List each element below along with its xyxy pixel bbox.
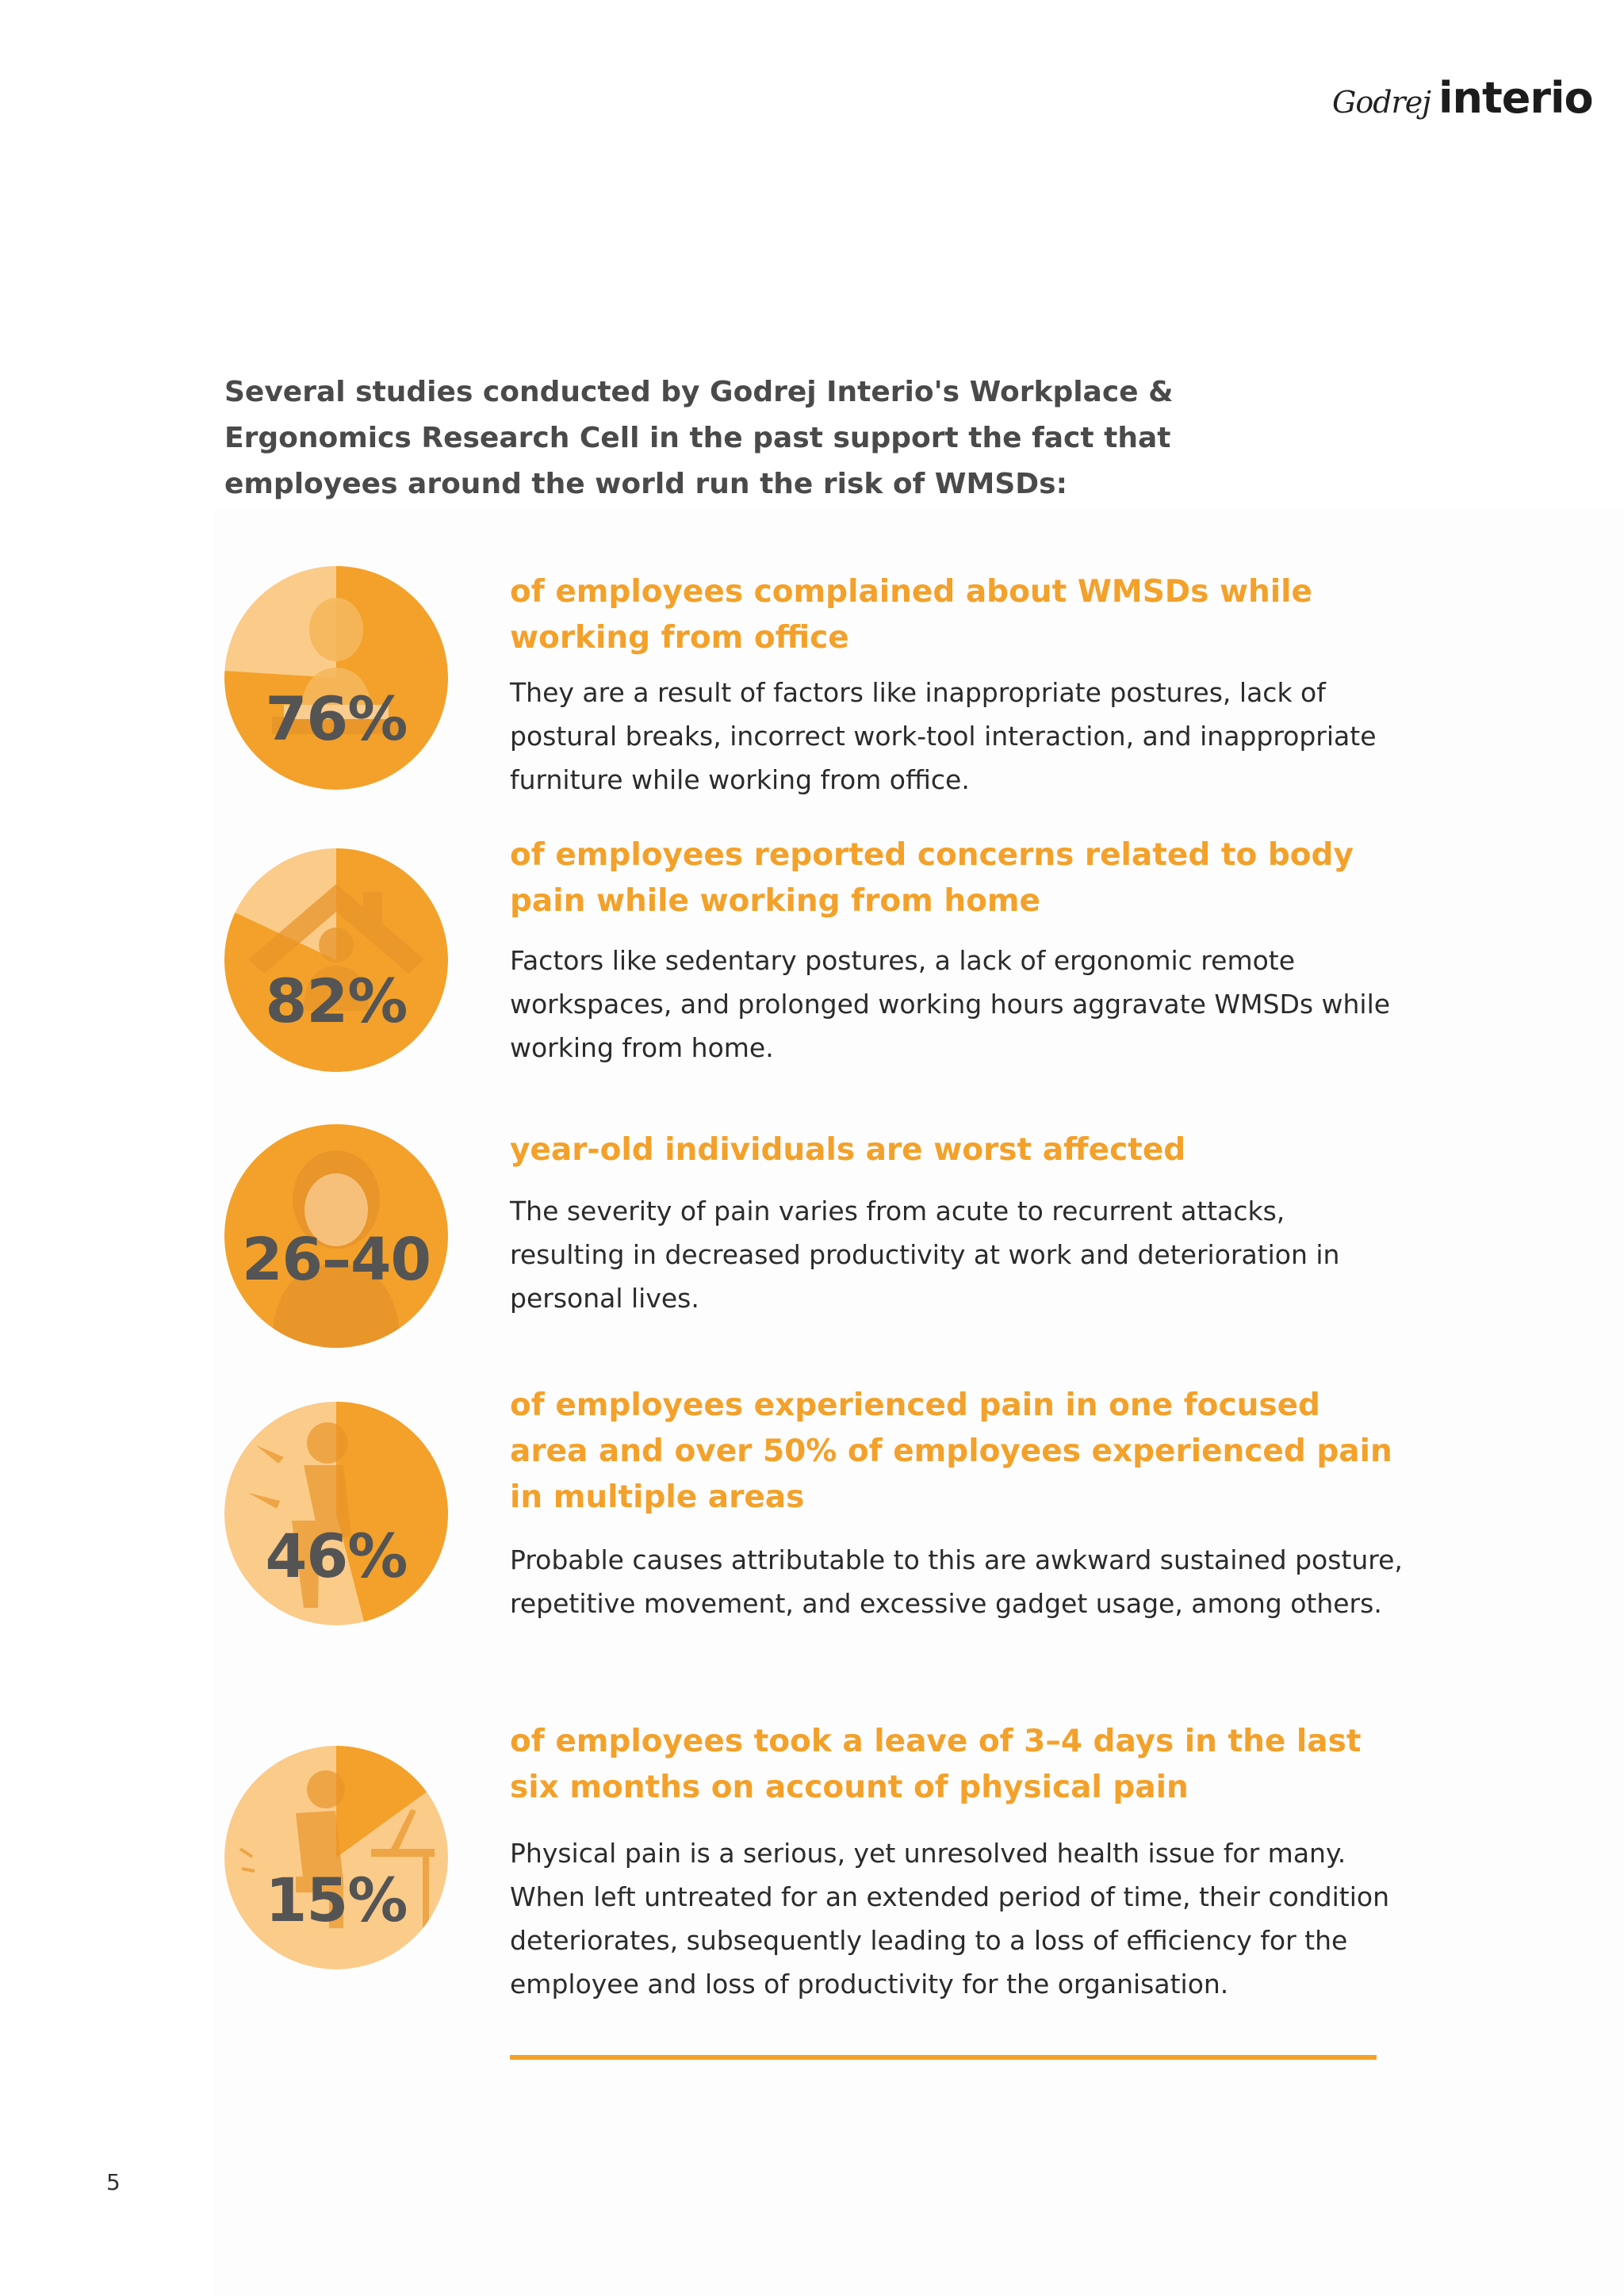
stat-body: The severity of pain varies from acute to recurrent attacks, resulting in decreased productivity at work and deterioration in personal lives. <box>510 1196 1340 1314</box>
stat-body: They are a result of factors like inappropriate postures, lack of postural breaks, incorrect work-tool interaction, and inappropriate furniture while working from office. <box>510 677 1377 795</box>
stat-headline: of employees complained about WMSDs while working from office <box>510 574 1312 656</box>
stat-circle <box>224 1124 448 1348</box>
page-number: 5 <box>106 2169 121 2195</box>
stat-circle <box>224 1746 448 1969</box>
stat-body: Probable causes attributable to this are awkward sustained posture, repetitive movement, and excessive gadget usage, among others. <box>510 1544 1403 1619</box>
stat-headline: of employees reported concerns related to body pain while working from home <box>510 837 1354 919</box>
pie-graphic <box>224 848 448 1072</box>
stat-value: 82% <box>265 966 408 1036</box>
stat-circle <box>224 848 448 1072</box>
accent-divider <box>510 2055 1377 2060</box>
pie-graphic <box>224 1746 448 1969</box>
stat-value: 46% <box>265 1521 408 1591</box>
pie-graphic <box>224 1402 448 1625</box>
intro-paragraph: Several studies conducted by Godrej Interio's Workplace & Ergonomics Research Cell in the past support the fact that employees around the world run the risk of WMSDs: <box>224 376 1174 500</box>
stat-headline: of employees took a leave of 3–4 days in the last six months on account of physical pain <box>510 1724 1362 1805</box>
stat-headline: of employees experienced pain in one focused area and over 50% of employees experienced pain in multiple areas <box>510 1387 1392 1515</box>
stat-value: 76% <box>265 683 408 754</box>
brand-script: Godrej <box>1332 85 1431 120</box>
stat-value: 26–40 <box>242 1226 431 1294</box>
stat-body: Physical pain is a serious, yet unresolved health issue for many. When left untreated for an extended period of time, their condition deteriorates, subsequently leading to a loss of efficiency for the employee and loss of productivity for the organisation. <box>510 1838 1389 1999</box>
stat-circle <box>224 1402 448 1625</box>
stat-circle <box>224 566 448 790</box>
brand-word: interio <box>1438 73 1593 123</box>
stat-body: Factors like sedentary postures, a lack of ergonomic remote workspaces, and prolonged working hours aggravate WMSDs while working from home. <box>510 945 1391 1063</box>
brand-logo <box>1332 73 1593 123</box>
pie-graphic <box>224 566 448 790</box>
stat-headline: year-old individuals are worst affected <box>510 1132 1186 1168</box>
stat-value: 15% <box>265 1865 408 1935</box>
